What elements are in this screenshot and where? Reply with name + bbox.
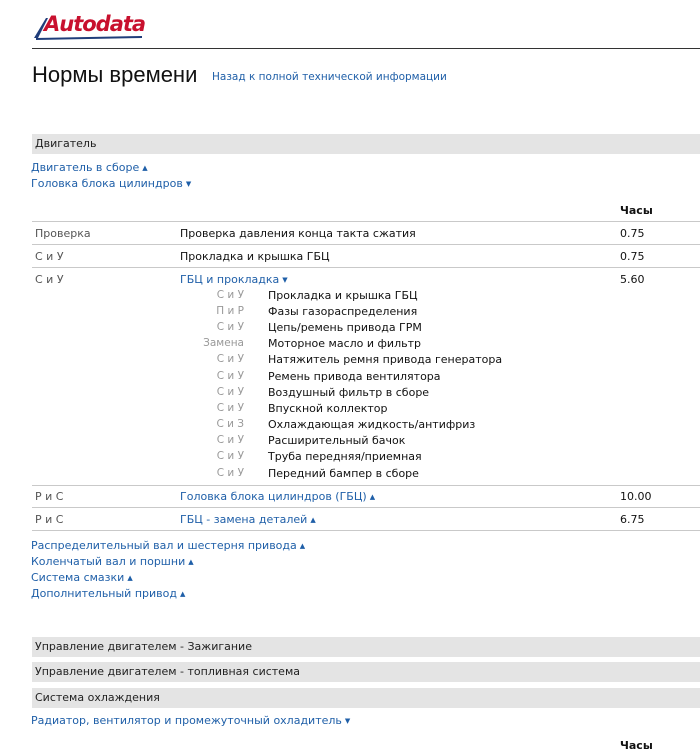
sub-item-description: Прокладка и крышка ГБЦ bbox=[268, 289, 418, 302]
sub-item-description: Труба передняя/приемная bbox=[268, 450, 422, 463]
hours-column-header-partial: Часы bbox=[620, 739, 653, 752]
expand-up-icon: ▲ bbox=[127, 574, 133, 582]
sub-item-type: С и У bbox=[216, 370, 244, 382]
link-camshaft-label: Распределительный вал и шестерня привода bbox=[31, 539, 297, 552]
link-aux-drive-label: Дополнительный привод bbox=[31, 587, 177, 600]
row-description-link[interactable] bbox=[180, 490, 375, 503]
sub-item-description: Расширительный бачок bbox=[268, 434, 406, 447]
expand-up-icon: ▲ bbox=[188, 558, 194, 566]
expand-up-icon: ▲ bbox=[299, 542, 306, 550]
sub-item-description: Охлаждающая жидкость/антифриз bbox=[268, 418, 476, 431]
section-ignition[interactable]: Управление двигателем - Зажигание bbox=[32, 637, 700, 657]
expand-up-icon: ▲ bbox=[310, 516, 316, 524]
sub-item-type: С и З bbox=[216, 418, 244, 430]
sub-item-description: Впускной коллектор bbox=[268, 402, 388, 415]
header-divider bbox=[32, 48, 700, 49]
link-aux-drive[interactable] bbox=[31, 587, 185, 600]
sub-item-description: Фазы газораспределения bbox=[268, 305, 418, 318]
row-description: Прокладка и крышка ГБЦ bbox=[180, 250, 330, 263]
sub-item-description: Моторное масло и фильтр bbox=[268, 337, 421, 350]
sub-item-type: П и Р bbox=[216, 305, 244, 317]
row-hours: 6.75 bbox=[620, 513, 645, 526]
sub-item-type: С и У bbox=[216, 289, 244, 301]
hours-column-header: Часы bbox=[620, 204, 653, 217]
collapse-down-icon: ▼ bbox=[185, 180, 192, 188]
sub-item-description: Ремень привода вентилятора bbox=[268, 370, 441, 383]
table-divider bbox=[32, 221, 700, 222]
row-description-label: Головка блока цилиндров (ГБЦ) bbox=[180, 490, 367, 503]
link-radiator[interactable] bbox=[31, 714, 350, 727]
row-operation-type: Проверка bbox=[35, 227, 91, 240]
link-lubrication[interactable] bbox=[31, 571, 133, 584]
sub-item-type: С и У bbox=[216, 402, 244, 414]
table-divider bbox=[32, 244, 700, 245]
row-description-label: ГБЦ и прокладка bbox=[180, 273, 280, 286]
row-hours: 5.60 bbox=[620, 273, 645, 286]
section-fuel-system[interactable]: Управление двигателем - топливная система bbox=[32, 662, 700, 682]
sub-item-type: С и У bbox=[216, 353, 244, 365]
row-hours: 10.00 bbox=[620, 490, 652, 503]
collapse-down-icon: ▼ bbox=[344, 717, 351, 725]
table-divider bbox=[32, 267, 700, 268]
link-cylinder-head-label: Головка блока цилиндров bbox=[31, 177, 183, 190]
collapse-down-icon: ▼ bbox=[282, 276, 288, 284]
sub-item-description: Воздушный фильтр в сборе bbox=[268, 386, 430, 399]
table-divider bbox=[32, 530, 700, 531]
table-divider bbox=[32, 507, 700, 508]
sub-item-description: Передний бампер в сборе bbox=[268, 467, 419, 480]
row-hours: 0.75 bbox=[620, 250, 645, 263]
sub-item-type: С и У bbox=[216, 450, 244, 462]
sub-item-description: Цепь/ремень привода ГРМ bbox=[268, 321, 422, 334]
table-divider bbox=[32, 485, 700, 486]
row-operation-type: С и У bbox=[35, 250, 64, 263]
row-operation-type: С и У bbox=[35, 273, 64, 286]
sub-item-type: Замена bbox=[203, 337, 244, 349]
expand-up-icon: ▲ bbox=[142, 164, 148, 172]
row-operation-type: Р и С bbox=[35, 490, 64, 503]
section-engine[interactable]: Двигатель bbox=[32, 134, 700, 154]
row-description-link[interactable] bbox=[180, 273, 288, 286]
row-description-link[interactable] bbox=[180, 513, 316, 526]
sub-item-type: С и У bbox=[216, 434, 244, 446]
link-lubrication-label: Система смазки bbox=[31, 571, 125, 584]
back-to-technical-info-link[interactable]: Назад к полной технической информации bbox=[212, 71, 447, 83]
sub-item-description: Натяжитель ремня привода генератора bbox=[268, 353, 503, 366]
link-crankshaft[interactable] bbox=[31, 555, 194, 568]
link-crankshaft-label: Коленчатый вал и поршни bbox=[31, 555, 186, 568]
row-operation-type: Р и С bbox=[35, 513, 64, 526]
link-engine-assembly-label: Двигатель в сборе bbox=[31, 161, 140, 174]
row-description-label: ГБЦ - замена деталей bbox=[180, 513, 308, 526]
sub-item-type: С и У bbox=[216, 467, 244, 479]
section-cooling[interactable]: Система охлаждения bbox=[32, 688, 700, 708]
link-engine-assembly[interactable] bbox=[31, 161, 148, 174]
expand-up-icon: ▲ bbox=[369, 493, 376, 501]
autodata-logo bbox=[32, 12, 144, 40]
link-camshaft[interactable] bbox=[31, 539, 305, 552]
row-hours: 0.75 bbox=[620, 227, 645, 240]
sub-item-type: С и У bbox=[216, 386, 244, 398]
sub-item-type: С и У bbox=[216, 321, 244, 333]
link-cylinder-head[interactable] bbox=[31, 177, 191, 190]
link-radiator-label: Радиатор, вентилятор и промежуточный охладитель bbox=[31, 714, 342, 727]
logo-text: Autodata bbox=[44, 12, 146, 36]
page-title: Нормы времени bbox=[32, 62, 198, 87]
row-description: Проверка давления конца такта сжатия bbox=[180, 227, 416, 240]
expand-up-icon: ▲ bbox=[179, 590, 186, 598]
